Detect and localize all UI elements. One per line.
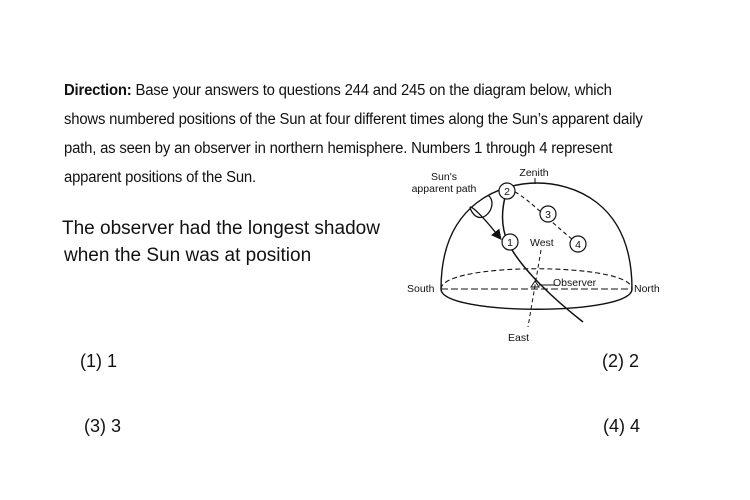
sun-position-3 <box>540 206 556 222</box>
svg-text:4: 4 <box>575 239 581 251</box>
question-stem <box>62 215 392 269</box>
zenith-label: Zenith <box>519 167 549 179</box>
north-label: North <box>634 283 660 295</box>
option-2[interactable]: (2) 2 <box>602 351 640 371</box>
suns-path-label-1: Sun's <box>431 171 457 183</box>
option-3[interactable]: (3) 3 <box>84 416 122 436</box>
direction-text: Base your answers to questions 244 and 245 on the diagram below, which shows numbered positions of the Sun at four different times along the Sun’s apparent daily path, as seen by an observer in northern hemisphere. Numbers 1 through 4 represent apparent positions of the Sun. <box>64 82 643 186</box>
sun-position-1 <box>502 234 518 250</box>
sky-dome <box>441 183 632 289</box>
south-label: South <box>407 283 435 295</box>
svg-text:2: 2 <box>504 186 510 198</box>
option-4[interactable]: (4) 4 <box>603 416 641 436</box>
question-line-1: The observer had the longest shadow <box>62 218 380 239</box>
sun-path-diagram <box>400 165 670 350</box>
question-line-2: when the Sun was at position <box>64 245 312 266</box>
suns-path-label-2: apparent path <box>411 183 477 195</box>
svg-text:1: 1 <box>507 237 513 249</box>
label-arrow <box>470 195 500 238</box>
svg-text:3: 3 <box>545 209 551 221</box>
east-label: East <box>508 332 530 344</box>
direction-label: Direction: <box>64 82 132 99</box>
sun-position-4 <box>570 236 586 252</box>
horizon-front <box>441 289 632 309</box>
sun-position-2 <box>499 183 515 199</box>
option-1[interactable]: (1) 1 <box>80 351 118 371</box>
west-label: West <box>530 237 554 249</box>
observer-label: Observer <box>553 277 597 289</box>
